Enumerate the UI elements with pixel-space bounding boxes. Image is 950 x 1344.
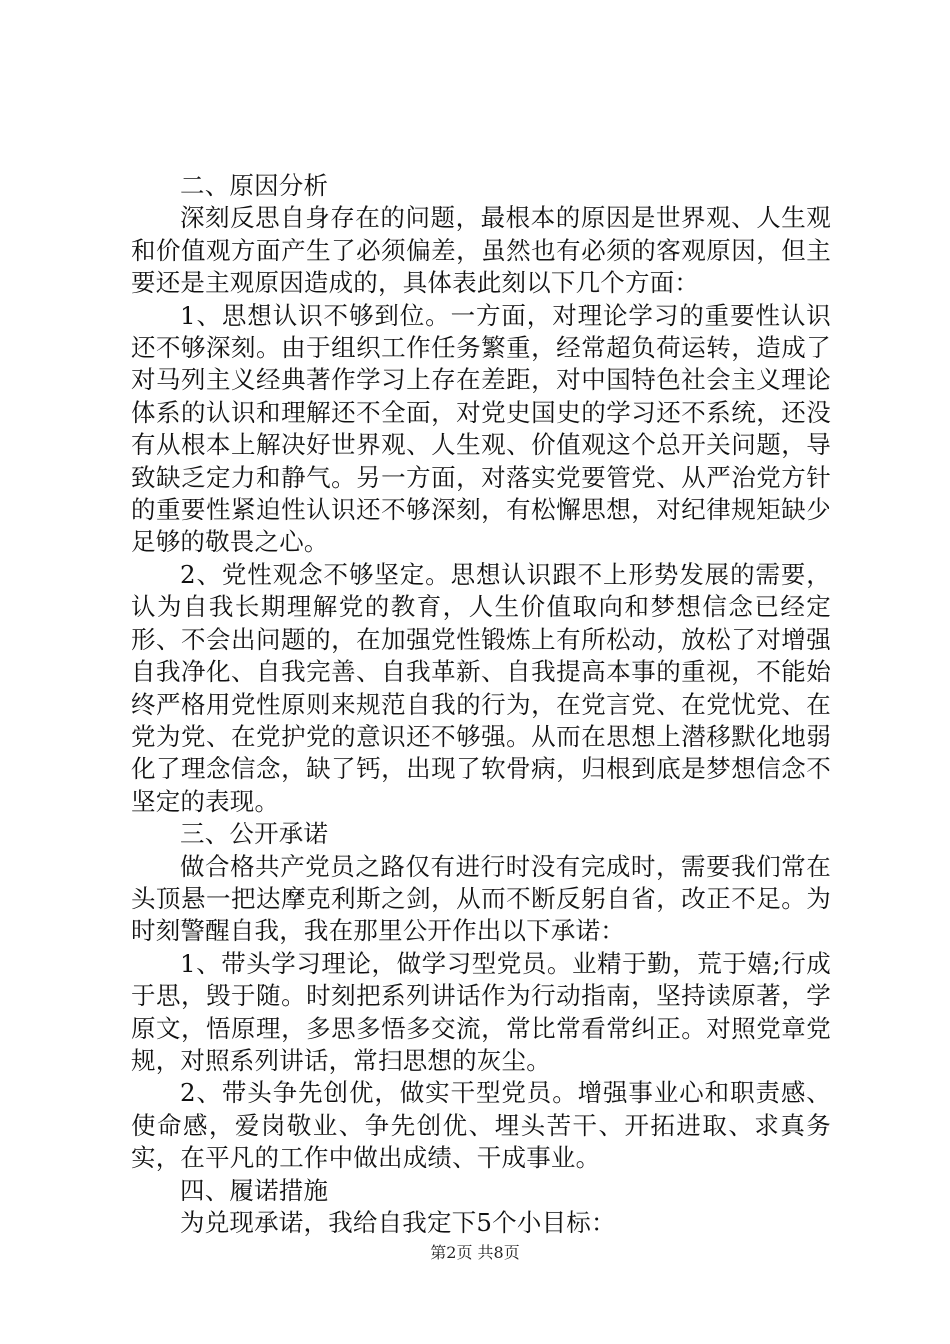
paragraph: 为兑现承诺，我给自我定下5个小目标： <box>180 1208 616 1237</box>
section-heading-measures: 四、履诺措施 <box>180 1175 329 1205</box>
page-number-footer: 第2页 共8页 <box>430 1243 520 1262</box>
paragraph: 2、带头争先创优，做实干型党员。增强事业心和职责感、使命感，爱岗敬业、争先创优、埋头苦干、开拓进取、求真务实，在平凡的工作中做出成绩、干成事业。 <box>131 1078 831 1173</box>
paragraph: 1、思想认识不够到位。一方面，对理论学习的重要性认识还不够深刻。由于组织工作任务繁重，经常超负荷运转，造成了对马列主义经典著作学习上存在差距，对中国特色社会主义理论体系的认识和理解还不全面，对党史国史的学习还不系统，还没有从根本上解决好世界观、人生观、价值观这个总开关问题，导致缺乏定力和静气。另一方面，对落实党要管党、从严治党方针的重要性紧迫性认识还不够深刻，有松懈思想，对纪律规矩缺少足够的敬畏之心。 <box>131 300 831 557</box>
section-heading-public-commitment: 三、公开承诺 <box>180 819 329 849</box>
paragraph: 1、带头学习理论，做学习型党员。业精于勤，荒于嬉;行成于思，毁于随。时刻把系列讲话作为行动指南，坚持读原著，学原文，悟原理，多思多悟多交流，常比常看常纠正。对照党章党规，对照系列讲话，常扫思想的灰尘。 <box>131 948 831 1075</box>
section-heading-cause-analysis: 二、原因分析 <box>180 171 329 200</box>
document-body <box>131 170 831 1239</box>
paragraph: 做合格共产党员之路仅有进行时没有完成时，需要我们常在头顶悬一把达摩克利斯之剑，从而不断反躬自省，改正不足。为时刻警醒自我，我在那里公开作出以下承诺： <box>131 851 831 946</box>
paragraph: 2、党性观念不够坚定。思想认识跟不上形势发展的需要，认为自我长期理解党的教育，人生价值取向和梦想信念已经定形、不会出问题的，在加强党性锻炼上有所松动，放松了对增强自我净化、自我完善、自我革新、自我提高本事的重视，不能始终严格用党性原则来规范自我的行为，在党言党、在党忧党、在党为党、在党护党的意识还不够强。从而在思想上潜移默化地弱化了理念信念，缺了钙，出现了软骨病，归根到底是梦想信念不坚定的表现。 <box>131 559 831 816</box>
paragraph: 深刻反思自身存在的问题，最根本的原因是世界观、人生观和价值观方面产生了必须偏差，虽然也有必须的客观原因，但主要还是主观原因造成的，具体表此刻以下几个方面： <box>131 203 831 298</box>
